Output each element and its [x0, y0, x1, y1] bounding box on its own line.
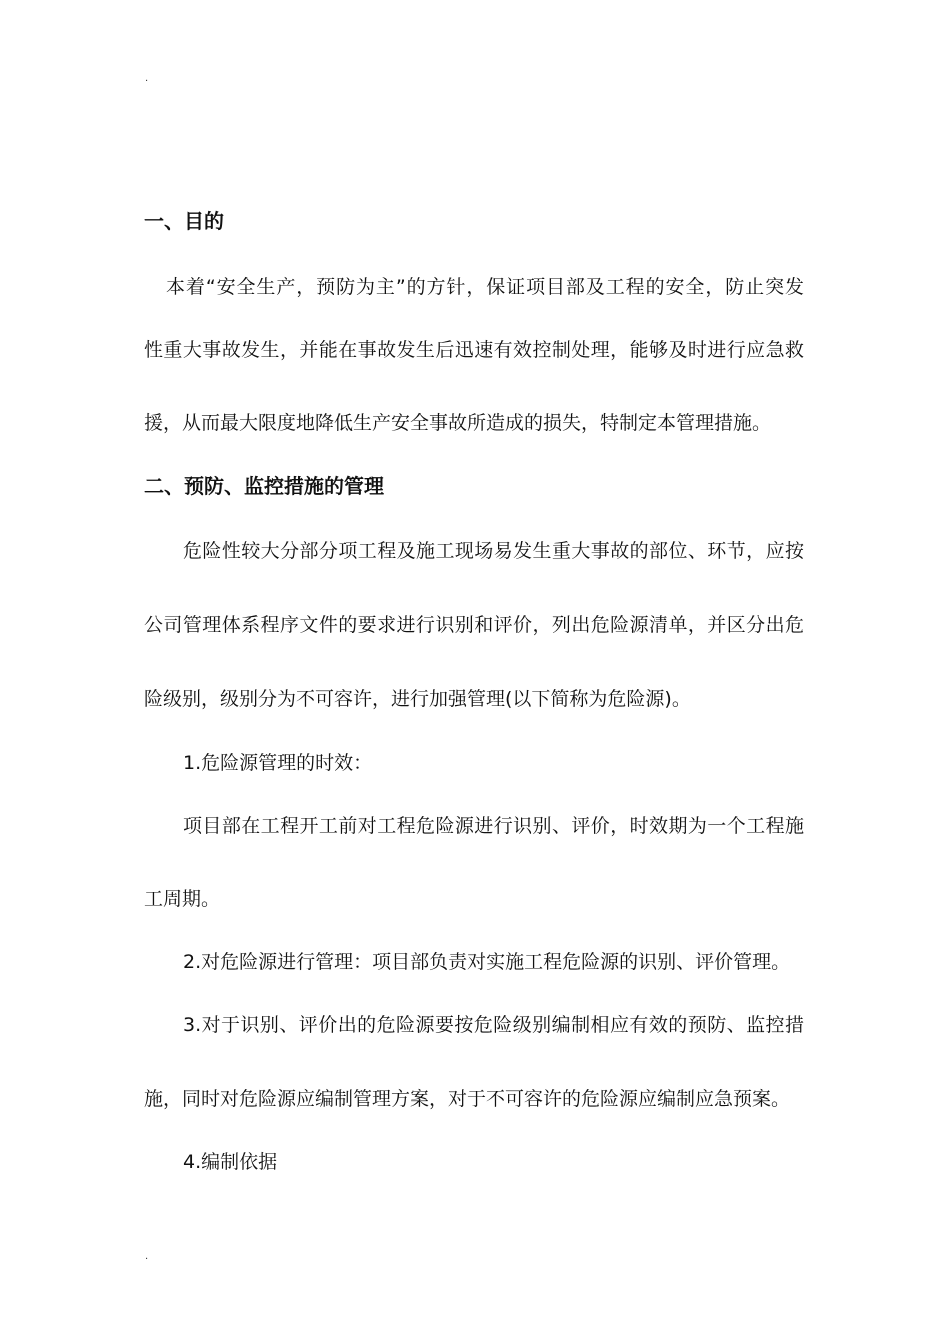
paragraph-line: 公司管理体系程序文件的要求进行识别和评价，列出危险源清单，并区分出危: [144, 614, 804, 636]
item-title: 1.危险源管理的时效：: [183, 752, 373, 774]
item-line: 2.对危险源进行管理：项目部负责对实施工程危险源的识别、评价管理。: [183, 951, 791, 973]
page-top-dot: .: [145, 73, 149, 84]
paragraph-line: 项目部在工程开工前对工程危险源进行识别、评价，时效期为一个工程施: [183, 815, 804, 837]
section-heading-purpose: 一、目的: [144, 209, 224, 233]
paragraph-line: 工周期。: [144, 888, 221, 910]
paragraph-line: 3.对于识别、评价出的危险源要按危险级别编制相应有效的预防、监控措: [183, 1014, 804, 1036]
paragraph-line: 危险性较大分部分项工程及施工现场易发生重大事故的部位、环节，应按: [183, 540, 804, 562]
paragraph-line: 险级别，级别分为不可容许，进行加强管理(以下简称为危险源)。: [144, 688, 691, 710]
section-heading-prevention: 二、预防、监控措施的管理: [144, 474, 384, 498]
paragraph-line: 援，从而最大限度地降低生产安全事故所造成的损失，特制定本管理措施。: [144, 412, 772, 434]
item-title: 4.编制依据: [183, 1151, 278, 1173]
paragraph-line: 施，同时对危险源应编制管理方案，对于不可容许的危险源应编制应急预案。: [144, 1088, 791, 1110]
paragraph-line: 性重大事故发生，并能在事故发生后迅速有效控制处理，能够及时进行应急救: [144, 339, 804, 361]
page-bottom-dot: .: [145, 1251, 149, 1262]
paragraph-line: 本着“安全生产，预防为主”的方针，保证项目部及工程的安全，防止突发: [166, 276, 804, 298]
